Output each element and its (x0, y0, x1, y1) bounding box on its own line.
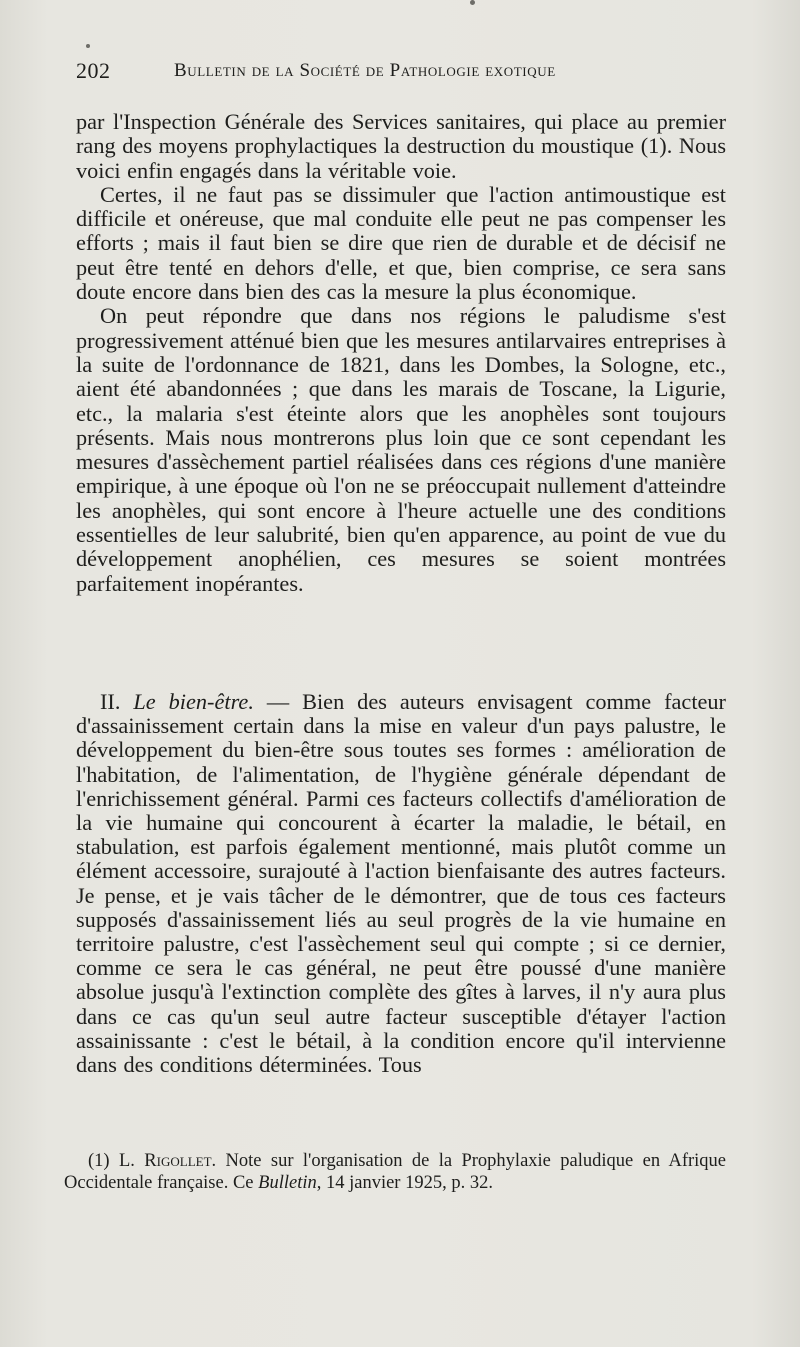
section-title: Le bien-être. (133, 689, 254, 714)
section-text: — Bien des auteurs envisagent comme facteur d'assainissement certain dans la mise en valeur d'un pays palustre, le développement du bien-être sous toutes ses formes : amélioration de l'habitation, de l'alimentation, de l'hygiène générale dépendant de l'enrichissement général. Parmi ces facteurs collectifs d'amélioration de la vie humaine qui concourent à écarter la maladie, le bétail, en stabulation, est parfois également mentionné, mais plutôt comme un élément accessoire, surajouté à l'action bienfaisante des autres facteurs. Je pense, et je vais tâcher de le démontrer, que de tous ces facteurs supposés d'assainissement liés au seul progrès de la vie humaine en territoire palustre, c'est l'assèchement seul qui compte ; si ce dernier, comme ce sera le cas général, ne peut être poussé d'une manière absolue jusqu'à l'extinction complète des gîtes à larves, il n'y aura plus dans ce cas qu'un seul autre facteur susceptible d'étayer l'action assainissante : c'est le bétail, à la condition encore qu'il intervienne dans des conditions déterminées. Tous (76, 689, 726, 1078)
footnote-journal: Bulletin (258, 1173, 317, 1193)
footnote-paragraph (64, 1150, 726, 1194)
footnote-text-before: Note sur l'organisation de la Prophylaxie paludique en Afrique Occidentale française. Ce (64, 1151, 726, 1193)
footnote-marker: (1) (88, 1151, 110, 1171)
page-number: 202 (76, 58, 111, 83)
section-paragraph (76, 690, 726, 1077)
print-speck (470, 0, 475, 5)
footnote-author: L. Rigollet. (118, 1151, 217, 1171)
page-header (76, 58, 736, 90)
body-text (76, 110, 726, 596)
running-title: Bulletin de la Société de Pathologie exotique (174, 60, 556, 81)
section-bien-etre (76, 690, 726, 1077)
footnote (64, 1150, 726, 1194)
print-speck (86, 44, 90, 48)
section-number: II. (100, 689, 121, 714)
footnote-text-after: , 14 janvier 1925, p. 32. (316, 1173, 493, 1193)
paragraph-1: par l'Inspection Générale des Services sanitaires, qui place au premier rang des moyens prophylactiques la destruction du moustique (1). Nous voici enfin engagés dans la véritable voie. (76, 109, 726, 183)
paragraph-2: Certes, il ne faut pas se dissimuler que l'action antimoustique est difficile et onéreuse, que mal conduite elle peut ne pas compenser les efforts ; mais il faut bien se dire que rien de durable et de décisif ne peut être tenté en dehors d'elle, et que, bien comprise, ce sera sans doute encore dans bien des cas la mesure la plus économique. (76, 181, 726, 305)
paragraph-3: On peut répondre que dans nos régions le paludisme s'est progressivement atténué bien que les mesures antilarvaires entreprises à la suite de l'ordonnance de 1821, dans les Dombes, la Sologne, etc., aient été abandonnées ; que dans les marais de Toscane, la Ligurie, etc., la malaria s'est éteinte alors que les anophèles sont toujours présents. Mais nous montrerons plus loin que ce sont cependant les mesures d'assèchement partiel réalisées dans ces régions d'une manière empirique, à une époque où l'on ne se préoccupait nullement d'atteindre les anophèles, qui sont encore à l'heure actuelle une des conditions essentielles de leur salubrité, bien qu'en apparence, au point de vue du développement anophélien, ces mesures se soient montrées parfaitement inopérantes. (76, 303, 726, 596)
